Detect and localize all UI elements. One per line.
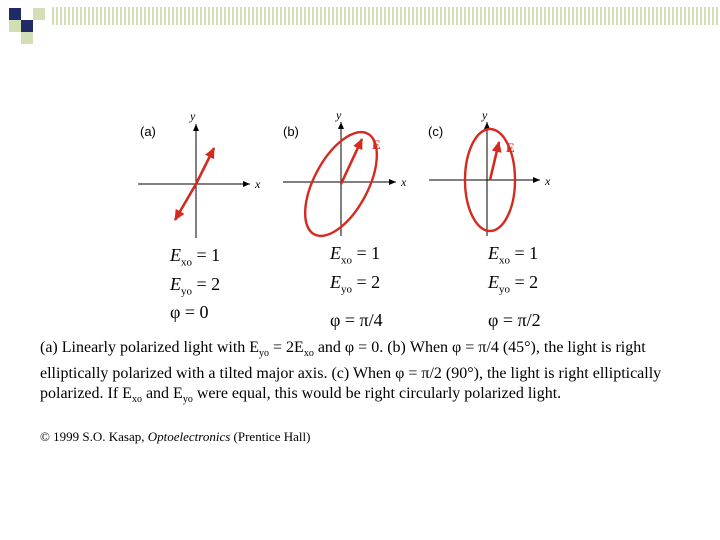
panel-c-eq2: $E_{yo} = 2$ xyxy=(488,271,539,296)
copyright-credit: © 1999 S.O. Kasap, Optoelectronics (Prentice Hall) xyxy=(40,429,311,444)
panel-a-label: (a) xyxy=(140,124,156,139)
panel-b-eq1: $E_{xo} = 1$ xyxy=(330,243,381,267)
panel-a-equations xyxy=(170,245,220,323)
panel-a-y-label: y xyxy=(190,109,196,123)
panel-a-eq3: φ = 0 xyxy=(170,302,209,323)
panel-b-eq3: φ = π/4 xyxy=(330,310,383,331)
panel-c-eq3: φ = π/2 xyxy=(488,310,541,331)
panel-a-eq1: $E_{xo} = 1$ xyxy=(170,245,221,269)
panel-c-vector-label: E xyxy=(506,140,515,155)
panel-b-label: (b) xyxy=(283,124,299,139)
figure-caption: (a) Linearly polarized light with $E_{yo} = 2E_{xo}$ and φ = 0. (b) When φ = π/4 (45°), the light is right elliptically polarized with a tilted major axis. (c) When φ = π/2 (90°), the light is right elliptically polarized. If $E_{xo}$ and $E_{yo}$ were equal, this would be right circularly polarized light. xyxy=(40,339,662,406)
panel-b-x-label: x xyxy=(401,175,407,189)
panel-c-eq1: $E_{xo} = 1$ xyxy=(488,243,539,267)
panel-c-x-label: x xyxy=(545,174,551,188)
panel-c-field-vector xyxy=(490,142,499,180)
panel-c-y-label: y xyxy=(482,108,488,122)
panel-b-field-vector xyxy=(341,139,362,184)
panel-a-eq2: $E_{yo} = 2$ xyxy=(170,273,221,298)
panel-b-vector-label: E xyxy=(372,137,381,152)
panel-c xyxy=(428,108,551,236)
panel-a xyxy=(138,109,261,238)
panel-a-x-label: x xyxy=(255,177,261,191)
panel-c-equations xyxy=(488,243,541,331)
panel-b-eq2: $E_{yo} = 2$ xyxy=(330,271,381,296)
panel-b-equations xyxy=(330,243,383,331)
panel-a-field-vector-down xyxy=(175,184,196,220)
panel-b-y-label: y xyxy=(336,108,342,122)
panel-b xyxy=(283,108,407,247)
panel-c-label: (c) xyxy=(428,124,444,139)
panel-a-field-vector-up xyxy=(196,148,214,184)
